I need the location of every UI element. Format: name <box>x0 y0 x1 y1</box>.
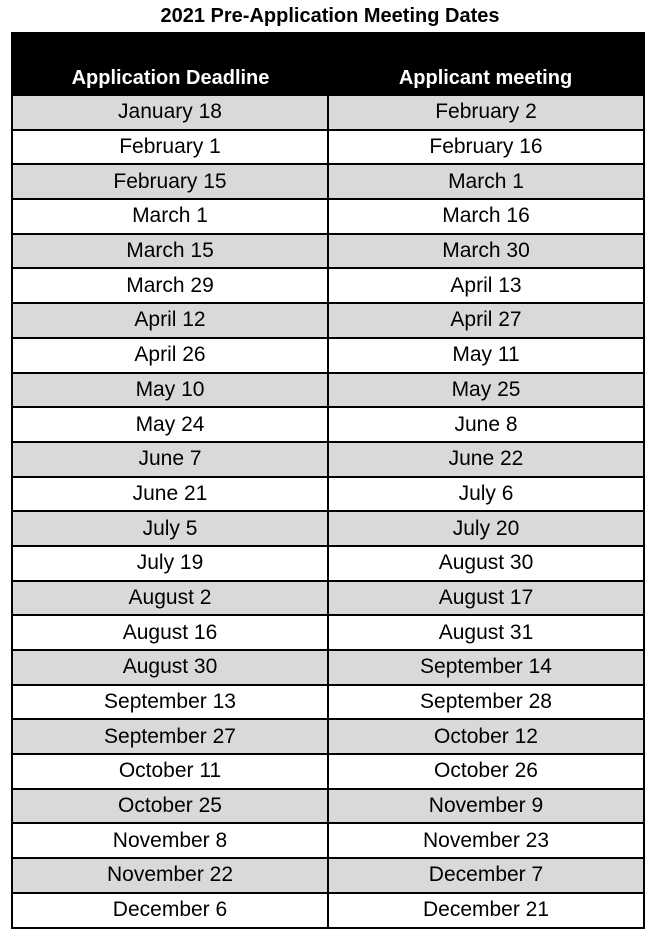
meeting-cell: June 8 <box>454 412 518 436</box>
table-row <box>13 337 643 372</box>
deadline-cell: August 30 <box>13 651 329 684</box>
deadline-cell: June 7 <box>13 443 329 476</box>
meeting-cell: May 25 <box>451 377 521 401</box>
meeting-cell: September 14 <box>420 655 552 679</box>
table-row <box>13 857 643 892</box>
deadline-cell: March 15 <box>13 235 329 268</box>
meeting-cell: December 21 <box>422 898 550 922</box>
meeting-cell: February 16 <box>429 135 543 159</box>
meeting-cell: August 31 <box>438 620 534 644</box>
table-row <box>13 649 643 684</box>
table-row <box>13 302 643 337</box>
table-row <box>13 372 643 407</box>
meeting-dates-table <box>11 32 645 929</box>
table-row <box>13 406 643 441</box>
meeting-cell: March 30 <box>442 239 530 263</box>
deadline-cell: September 27 <box>13 720 329 753</box>
deadline-cell: February 1 <box>13 131 329 164</box>
deadline-cell: October 25 <box>13 790 329 823</box>
deadline-cell: July 5 <box>13 512 329 545</box>
meeting-cell: November 23 <box>422 828 550 852</box>
table-row <box>13 892 643 927</box>
table-row <box>13 510 643 545</box>
meeting-cell: August 17 <box>438 585 534 609</box>
deadline-cell: July 19 <box>13 547 329 580</box>
deadline-cell: October 11 <box>13 755 329 788</box>
meeting-cell: October 26 <box>434 759 538 783</box>
header-applicant-meeting: Applicant meeting <box>398 67 573 89</box>
table-body <box>13 94 643 927</box>
table-row <box>13 822 643 857</box>
meeting-cell: April 27 <box>450 308 522 332</box>
deadline-cell: August 16 <box>13 616 329 649</box>
meeting-cell: September 28 <box>420 690 552 714</box>
deadline-cell: May 10 <box>13 374 329 407</box>
deadline-cell: January 18 <box>13 96 329 129</box>
deadline-cell: May 24 <box>13 408 329 441</box>
table-row <box>13 267 643 302</box>
table-row <box>13 614 643 649</box>
deadline-cell: December 6 <box>13 894 329 927</box>
table-row <box>13 476 643 511</box>
table-row <box>13 684 643 719</box>
deadline-cell: March 29 <box>13 269 329 302</box>
table-row <box>13 198 643 233</box>
meeting-cell: March 1 <box>448 169 524 193</box>
meeting-cell: February 2 <box>435 100 537 124</box>
deadline-cell: August 2 <box>13 582 329 615</box>
deadline-cell: April 12 <box>13 304 329 337</box>
deadline-cell: September 13 <box>13 686 329 719</box>
deadline-cell: June 21 <box>13 478 329 511</box>
meeting-cell: May 11 <box>452 343 520 367</box>
deadline-cell: March 1 <box>13 200 329 233</box>
meeting-cell: August 30 <box>438 551 534 575</box>
meeting-cell: April 13 <box>450 273 522 297</box>
meeting-cell: October 12 <box>434 724 538 748</box>
meeting-cell: July 20 <box>452 516 520 540</box>
table-row <box>13 129 643 164</box>
meeting-cell: November 9 <box>428 794 544 818</box>
meeting-cell: March 16 <box>442 204 530 228</box>
table-row <box>13 753 643 788</box>
table-title: 2021 Pre-Application Meeting Dates <box>160 5 500 27</box>
table-row <box>13 788 643 823</box>
table-row <box>13 94 643 129</box>
deadline-cell: November 8 <box>13 824 329 857</box>
table-row <box>13 718 643 753</box>
header-application-deadline: Application Deadline <box>71 67 270 89</box>
deadline-cell: November 22 <box>13 859 329 892</box>
table-header <box>13 34 643 94</box>
table-row <box>13 580 643 615</box>
table-row <box>13 545 643 580</box>
deadline-cell: February 15 <box>13 165 329 198</box>
meeting-cell: December 7 <box>428 863 544 887</box>
table-row <box>13 441 643 476</box>
table-row <box>13 233 643 268</box>
meeting-cell: July 6 <box>458 481 514 505</box>
deadline-cell: April 26 <box>13 339 329 372</box>
meeting-cell: June 22 <box>448 447 524 471</box>
table-row <box>13 163 643 198</box>
